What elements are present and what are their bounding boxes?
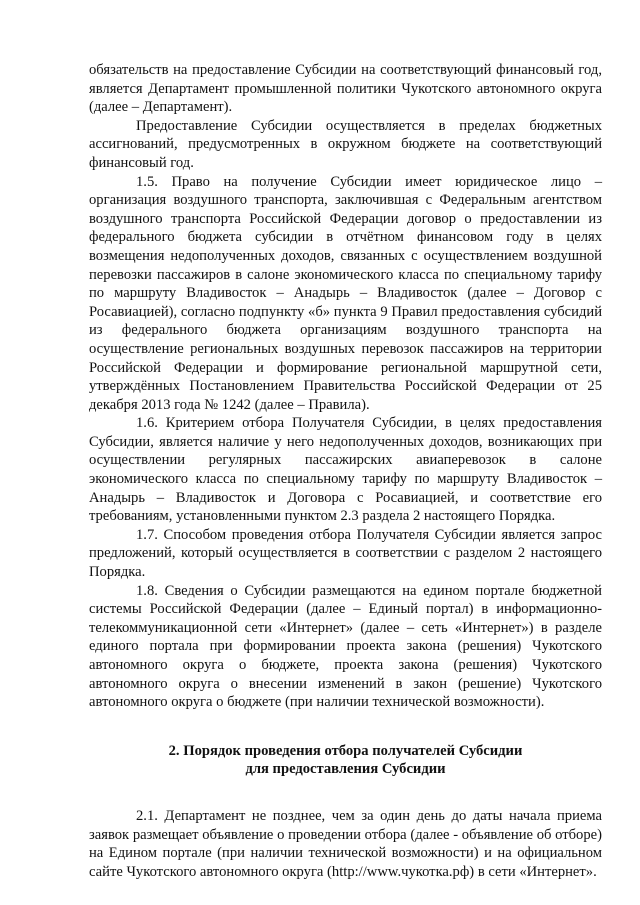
- section-heading-line2: для предоставления Субсидии: [245, 761, 446, 778]
- paragraph-1-8: 1.8. Сведения о Субсидии размещаются на едином портале бюджетной системы Российской Федерации (далее – Единый портал) в информационно-телекоммуникационной сети «Интернет» (далее – сеть «Интернет») в разделе единого портала при формировании проекта закона (решения) Чукотского автономного округа о бюджете, проекта закона (решения) Чукотского автономного округа о внесении изменений в закон (решение) Чукотского автономного округа о бюджете (при наличии технической возможности).: [89, 582, 602, 711]
- paragraph-1-6: 1.6. Критерием отбора Получателя Субсидии, в целях предоставления Субсидии, является наличие у него недополученных доходов, возникающих при осуществлении регулярных пассажирских авиаперевозок в салоне экономического класса по специальному тарифу по маршруту Владивосток – Анадырь – Владивосток и Договора с Росавиацией, и соответствие его требованиям, установленными пунктом 2.3 раздела 2 настоящего Порядка.: [89, 415, 602, 525]
- paragraph-2-1: 2.1. Департамент не позднее, чем за один день до даты начала приема заявок размещает объявление о проведении отбора (далее - объявление об отборе) на Едином портале (при наличии технической возможности) и на официальном сайте Чукотского автономного округа (http://www.чукотка.рф) в сети «Интернет».: [89, 807, 602, 880]
- paragraph-budget: Предоставление Субсидии осуществляется в пределах бюджетных ассигнований, предусмотренных в окружном бюджете на соответствующий финансовый год.: [89, 117, 602, 171]
- section-heading: [89, 742, 602, 779]
- paragraph-intro: обязательств на предоставление Субсидии на соответствующий финансовый год, является Департамент промышленной политики Чукотского автономного округа (далее – Департамент).: [89, 62, 602, 116]
- paragraph-1-5: 1.5. Право на получение Субсидии имеет юридическое лицо – организация воздушного транспорта, заключившая с Федеральным агентством воздушного транспорта Российской Федерации договор о предоставлении из федерального бюджета субсидии в отчётном финансовом году в целях возмещения недополученных доходов, связанных с осуществлением воздушной перевозки пассажиров в салоне экономического класса по специальному тарифу по маршруту Владивосток – Анадырь – Владивосток (далее – Договор с Росавиацией), согласно подпункту «б» пункта 9 Правил предоставления субсидий из федерального бюджета организациям воздушного транспорта на осуществление региональных воздушных перевозок пассажиров на территории Российской Федерации и формирование региональной маршрутной сети, утверждённых Постановлением Правительства Российской Федерации от 25 декабря 2013 года № 1242 (далее – Правила).: [89, 173, 602, 413]
- section-heading-line1: 2. Порядок проведения отбора получателей Субсидии: [168, 742, 523, 759]
- paragraph-1-7: 1.7. Способом проведения отбора Получателя Субсидии является запрос предложений, который осуществляется в соответствии с разделом 2 настоящего Порядка.: [89, 526, 602, 581]
